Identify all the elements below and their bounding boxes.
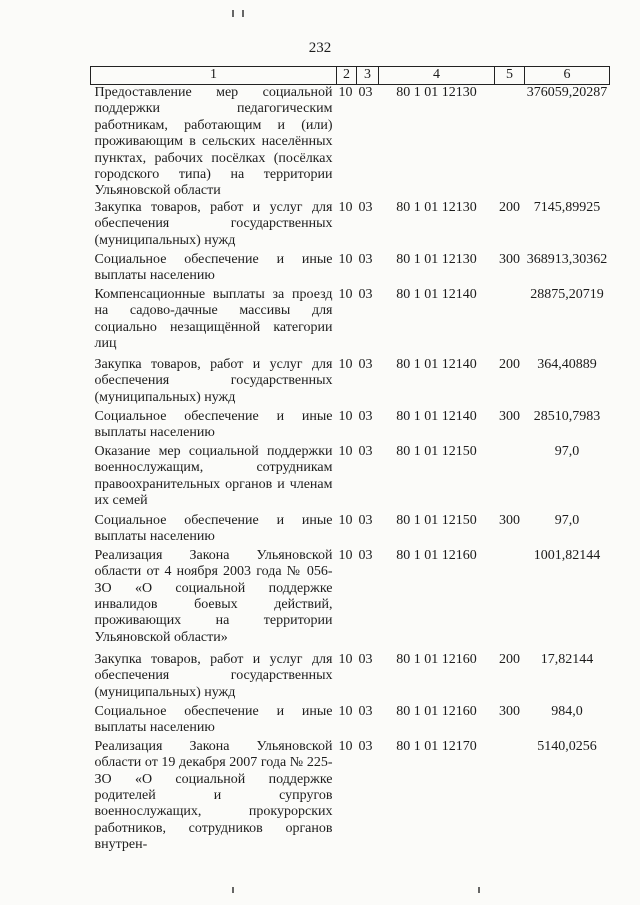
row-subsection: 03	[358, 408, 373, 424]
row-subsection: 03	[358, 199, 373, 215]
row-subsection: 03	[358, 651, 373, 667]
row-expense-type	[495, 548, 525, 652]
row-name: Закупка товаров, работ и услуг для обеспечения государственных (муниципальных) нужд	[94, 651, 333, 700]
row-target-code: 80 1 01 12150	[396, 512, 477, 528]
row-name: Социальное обеспечение и иные выплаты населению	[94, 408, 333, 441]
column-header: 2	[337, 67, 357, 85]
row-amount: 364,40889	[537, 356, 597, 372]
row-expense-type	[495, 739, 525, 854]
row-subsection: 03	[358, 547, 373, 563]
row-subsection: 03	[358, 703, 373, 719]
row-amount: 1001,82144	[533, 547, 601, 563]
scan-artifact-bottom	[232, 887, 234, 893]
row-section: 10	[338, 286, 353, 302]
row-expense-type	[495, 287, 525, 357]
row-name: Закупка товаров, работ и услуг для обеспечения государственных (муниципальных) нужд	[94, 199, 333, 248]
row-amount: 97,0	[554, 443, 580, 459]
row-amount: 7145,89925	[533, 199, 601, 215]
row-amount: 368913,30362	[526, 251, 608, 267]
scan-artifact-bottom	[478, 887, 480, 893]
row-target-code: 80 1 01 12160	[396, 547, 477, 563]
row-section: 10	[338, 408, 353, 424]
row-amount: 97,0	[554, 512, 580, 528]
table-row	[91, 513, 610, 548]
column-header: 6	[525, 67, 610, 85]
row-subsection: 03	[358, 85, 373, 100]
row-subsection: 03	[358, 356, 373, 372]
row-section: 10	[338, 251, 353, 267]
row-expense-type: 300	[499, 251, 520, 267]
row-section: 10	[338, 199, 353, 215]
table-row	[91, 287, 610, 357]
row-amount: 28510,7983	[533, 408, 601, 424]
row-amount: 17,82144	[540, 651, 594, 667]
row-expense-type: 300	[499, 512, 520, 528]
column-header: 4	[379, 67, 495, 85]
row-expense-type: 200	[499, 651, 520, 667]
row-expense-type: 300	[499, 408, 520, 424]
table-row	[91, 548, 610, 652]
row-amount: 984,0	[551, 703, 583, 719]
row-target-code: 80 1 01 12160	[396, 651, 477, 667]
row-section: 10	[338, 443, 353, 459]
row-amount: 28875,20719	[530, 286, 604, 302]
row-expense-type: 300	[499, 703, 520, 719]
row-section: 10	[338, 512, 353, 528]
row-target-code: 80 1 01 12170	[396, 738, 477, 754]
table-row	[91, 409, 610, 444]
row-section: 10	[338, 356, 353, 372]
row-subsection: 03	[358, 286, 373, 302]
row-expense-type	[495, 444, 525, 513]
row-target-code: 80 1 01 12130	[396, 199, 477, 215]
row-section: 10	[338, 651, 353, 667]
row-name: Компенсационные выплаты за проезд на садово-дачные массивы для социально незащищённой категории лиц	[94, 286, 333, 352]
scan-artifact-top	[242, 10, 244, 17]
row-target-code: 80 1 01 12130	[396, 251, 477, 267]
table-header-row	[91, 67, 610, 85]
row-subsection: 03	[358, 512, 373, 528]
row-section: 10	[338, 738, 353, 754]
row-name: Реализация Закона Ульяновской области от 19 декабря 2007 года № 225-ЗО «О социальной поддержке родителей и супругов военнослужащих, прокурорских работников, сотрудников органов внутрен-	[94, 738, 333, 853]
row-name: Социальное обеспечение и иные выплаты населению	[94, 512, 333, 545]
row-subsection: 03	[358, 443, 373, 459]
row-target-code: 80 1 01 12160	[396, 703, 477, 719]
row-name: Закупка товаров, работ и услуг для обеспечения государственных (муниципальных) нужд	[94, 356, 333, 405]
row-name: Социальное обеспечение и иные выплаты населению	[94, 703, 333, 736]
row-target-code: 80 1 01 12140	[396, 286, 477, 302]
row-section: 10	[338, 85, 353, 100]
table-row	[91, 357, 610, 409]
row-name: Оказание мер социальной поддержки военнослужащим, сотрудникам правоохранительных органов и членам их семей	[94, 443, 333, 509]
column-header: 1	[91, 67, 337, 85]
scan-artifact-top	[232, 10, 234, 17]
row-name: Предоставление мер социальной поддержки педагогическим работникам, работающим и (или) проживающим в сельских населённых пунктах, рабочих посёлках (посёлках городского типа) на территории Ульяновской области	[94, 85, 333, 199]
page-number: 232	[308, 40, 332, 56]
table-row	[91, 252, 610, 287]
table-row	[91, 652, 610, 704]
table-row	[91, 704, 610, 739]
row-target-code: 80 1 01 12150	[396, 443, 477, 459]
row-target-code: 80 1 01 12130	[396, 85, 477, 100]
table-row	[91, 739, 610, 854]
row-subsection: 03	[358, 738, 373, 754]
row-name: Реализация Закона Ульяновской области от 4 ноября 2003 года № 056-ЗО «О социальной поддержке инвалидов боевых действий, проживающих на территории Ульяновской области»	[94, 547, 333, 645]
column-header: 3	[357, 67, 379, 85]
row-amount: 5140,0256	[537, 738, 597, 754]
table-row	[91, 200, 610, 252]
table-row	[91, 444, 610, 513]
row-section: 10	[338, 703, 353, 719]
row-expense-type: 200	[499, 356, 520, 372]
row-target-code: 80 1 01 12140	[396, 356, 477, 372]
budget-table	[90, 66, 610, 854]
row-section: 10	[338, 547, 353, 563]
row-name: Социальное обеспечение и иные выплаты населению	[94, 251, 333, 284]
row-target-code: 80 1 01 12140	[396, 408, 477, 424]
table-row	[91, 85, 610, 200]
column-header: 5	[495, 67, 525, 85]
row-amount: 376059,20287	[526, 85, 608, 100]
row-expense-type: 200	[499, 199, 520, 215]
row-subsection: 03	[358, 251, 373, 267]
row-expense-type	[495, 85, 525, 200]
